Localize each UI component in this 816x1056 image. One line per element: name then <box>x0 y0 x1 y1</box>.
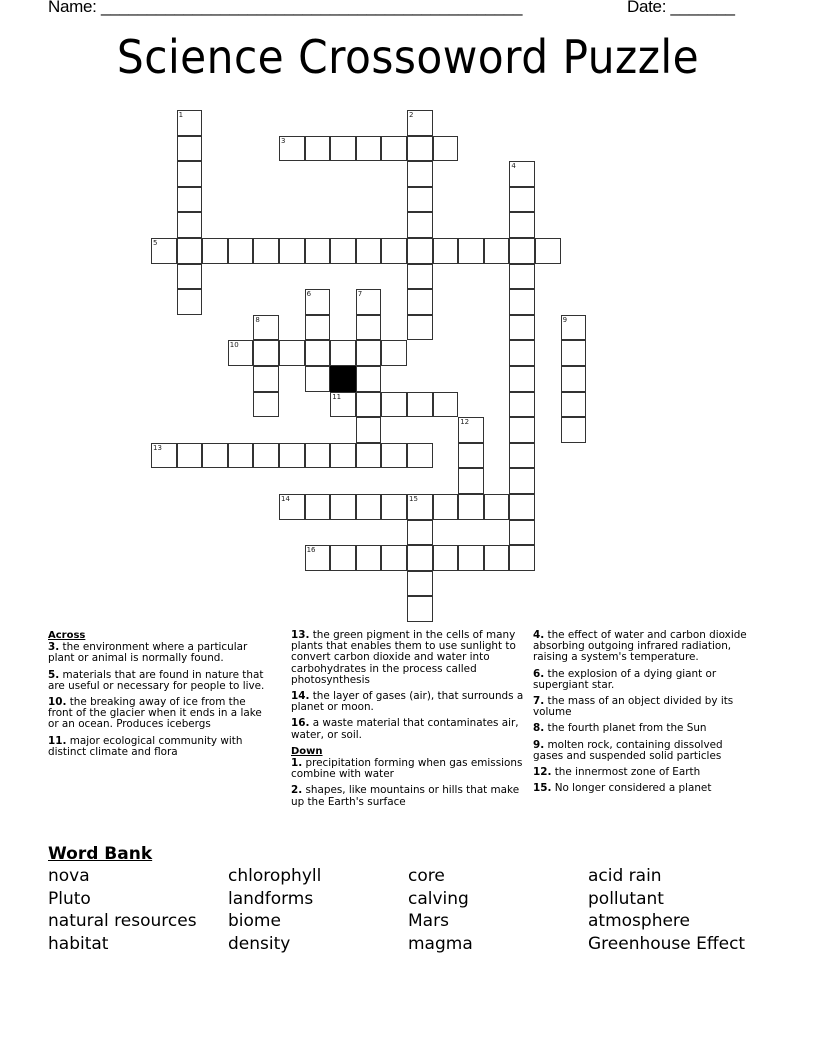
grid-cell[interactable] <box>279 340 305 366</box>
grid-cell[interactable] <box>177 212 203 238</box>
word-bank-item: acid rain <box>588 866 662 886</box>
across-heading: Across <box>48 630 86 641</box>
clue-number: 9 <box>562 315 568 324</box>
grid-cell[interactable] <box>561 392 587 418</box>
clue-number: 6 <box>306 290 312 299</box>
grid-cell[interactable] <box>407 136 433 162</box>
grid-cell[interactable] <box>305 238 331 264</box>
grid-cell[interactable] <box>407 289 433 315</box>
grid-cell[interactable] <box>305 136 331 162</box>
grid-cell[interactable] <box>407 315 433 341</box>
grid-cell[interactable] <box>305 340 331 366</box>
grid-cell[interactable] <box>407 571 433 597</box>
word-bank-item: natural resources <box>48 911 197 931</box>
grid-cell[interactable] <box>356 417 382 443</box>
word-bank-item: habitat <box>48 933 109 954</box>
clue-number: 4 <box>511 162 516 171</box>
clue-down-1: 1. precipitation forming when gas emissions combine with water <box>291 757 523 781</box>
grid-cell[interactable] <box>509 392 535 418</box>
grid-cell[interactable] <box>356 494 382 520</box>
grid-cell[interactable] <box>407 392 433 418</box>
word-bank-item: atmosphere <box>588 911 690 931</box>
grid-cell[interactable] <box>356 340 382 366</box>
clue-down-15: 15. No longer considered a planet <box>533 782 712 795</box>
black-cell <box>330 366 356 392</box>
grid-cell[interactable] <box>407 264 433 290</box>
clue-number: 14 <box>281 495 290 503</box>
grid-cell[interactable] <box>177 110 203 136</box>
grid-cell[interactable] <box>279 443 305 469</box>
grid-cell[interactable] <box>509 417 535 443</box>
grid-cell[interactable] <box>458 468 484 494</box>
word-bank-item: Greenhouse Effect <box>588 933 746 954</box>
clue-across-5: 5. materials that are found in nature that are useful or necessary for people to live. <box>48 668 265 692</box>
word-bank-item: nova <box>48 866 90 886</box>
down-heading: Down <box>291 745 323 757</box>
grid-cell[interactable] <box>509 238 535 264</box>
grid-cell[interactable] <box>433 238 459 264</box>
grid-cell[interactable] <box>381 136 407 162</box>
clue-number: 3 <box>281 136 286 145</box>
clue-number: 8 <box>255 315 260 324</box>
grid-cell[interactable] <box>509 443 535 469</box>
clue-down-6: 6. the explosion of a dying giant or supergiant star. <box>533 667 717 691</box>
grid-cell[interactable] <box>458 238 484 264</box>
grid-cell[interactable] <box>253 443 279 469</box>
clue-down-9: 9. molten rock, containing dissolved gases and suspended solid particles <box>533 738 723 762</box>
grid-cell[interactable] <box>151 238 177 264</box>
grid-cell[interactable] <box>253 340 279 366</box>
grid-cell[interactable] <box>381 443 407 469</box>
grid-cell[interactable] <box>407 520 433 546</box>
grid-cell[interactable] <box>407 161 433 187</box>
grid-cell[interactable] <box>330 136 356 162</box>
clue-down-8: 8. the fourth planet from the Sun <box>533 722 707 735</box>
clue-across-16: 16. a waste material that contaminates air, water, or soil. <box>291 717 519 741</box>
grid-cell[interactable] <box>458 545 484 571</box>
grid-cell[interactable] <box>561 366 587 392</box>
grid-cell[interactable] <box>433 392 459 418</box>
clue-number: 10 <box>229 341 239 350</box>
grid-cell[interactable] <box>561 315 587 341</box>
clue-down-7: 7. the mass of an object divided by its volume <box>533 695 734 719</box>
grid-cell[interactable] <box>330 238 356 264</box>
date-field-label: Date: _______ <box>627 0 735 16</box>
grid-cell[interactable] <box>509 366 535 392</box>
page-title: Science Crossoword Puzzle <box>116 30 700 84</box>
grid-cell[interactable] <box>305 315 331 341</box>
grid-cell[interactable] <box>177 187 203 213</box>
word-bank-item: Mars <box>408 911 449 931</box>
word-bank-item: pollutant <box>588 888 664 909</box>
grid-cell[interactable] <box>330 340 356 366</box>
grid-cell[interactable] <box>407 187 433 213</box>
clue-down-12: 12. the innermost zone of Earth <box>533 766 701 779</box>
clue-across-14: 14. the layer of gases (air), that surrounds a planet or moon. <box>291 690 524 714</box>
grid-cell[interactable] <box>509 545 535 571</box>
word-bank-item: magma <box>408 933 473 954</box>
grid-cell[interactable] <box>407 443 433 469</box>
grid-cell[interactable] <box>228 340 254 366</box>
grid-cell[interactable] <box>407 596 433 622</box>
clue-number: 13 <box>153 443 162 452</box>
word-bank-item: density <box>228 933 291 954</box>
grid-cell[interactable] <box>356 289 382 315</box>
grid-cell[interactable] <box>305 545 331 571</box>
grid-cell[interactable] <box>561 340 587 366</box>
name-field-label: Name: ______________________________________________ <box>48 0 523 16</box>
grid-cell[interactable] <box>535 238 561 264</box>
grid-cell[interactable] <box>484 545 510 571</box>
grid-cell[interactable] <box>330 545 356 571</box>
grid-cell[interactable] <box>407 212 433 238</box>
grid-cell[interactable] <box>407 238 433 264</box>
clue-across-13: 13. the green pigment in the cells of many plants that enables them to use sunlight to convert carbon dioxide and water into carbohydrates in the process called photosynthesis <box>291 629 516 686</box>
clues-column-3 <box>533 630 748 799</box>
grid-cell[interactable] <box>177 443 203 469</box>
grid-cell[interactable] <box>279 238 305 264</box>
grid-cell[interactable] <box>509 340 535 366</box>
grid-cell[interactable] <box>330 443 356 469</box>
clue-number: 5 <box>153 239 158 247</box>
clue-number: 12 <box>460 418 470 427</box>
grid-cell[interactable] <box>356 366 382 392</box>
grid-cell[interactable] <box>356 392 382 418</box>
word-bank-item: biome <box>228 911 281 931</box>
grid-cell[interactable] <box>305 289 331 315</box>
grid-cell[interactable] <box>356 545 382 571</box>
grid-cell[interactable] <box>433 136 459 162</box>
grid-cell[interactable] <box>484 494 510 520</box>
grid-cell[interactable] <box>177 238 203 264</box>
grid-cell[interactable] <box>253 392 279 418</box>
clue-across-11: 11. major ecological community with distinct climate and flora <box>48 734 243 758</box>
grid-cell[interactable] <box>484 238 510 264</box>
clues-column-2 <box>291 630 526 813</box>
grid-cell[interactable] <box>509 315 535 341</box>
grid-cell[interactable] <box>177 161 203 187</box>
grid-cell[interactable] <box>151 443 177 469</box>
grid-cell[interactable] <box>458 417 484 443</box>
clue-number: 2 <box>409 111 414 119</box>
grid-cell[interactable] <box>509 289 535 315</box>
clue-number: 7 <box>357 290 363 299</box>
grid-cell[interactable] <box>279 136 305 162</box>
grid-cell[interactable] <box>433 545 459 571</box>
grid-cell[interactable] <box>202 443 228 469</box>
grid-cell[interactable] <box>253 315 279 341</box>
grid-cell[interactable] <box>202 238 228 264</box>
word-bank-item: calving <box>408 888 469 909</box>
grid-cell[interactable] <box>509 520 535 546</box>
grid-cell[interactable] <box>509 494 535 520</box>
clue-across-10: 10. the breaking away of ice from the front of the glacier when it ends in a lake or an ocean. Produces icebergs <box>48 696 262 731</box>
clue-down-2: 2. shapes, like mountains or hills that make up the Earth's surface <box>291 784 520 808</box>
grid-cell[interactable] <box>177 264 203 290</box>
word-bank-item: Pluto <box>48 888 91 909</box>
grid-cell[interactable] <box>509 468 535 494</box>
grid-cell[interactable] <box>177 289 203 315</box>
grid-cell[interactable] <box>330 494 356 520</box>
word-bank <box>48 866 768 956</box>
clues-column-1 <box>48 630 273 763</box>
clue-down-4: 4. the effect of water and carbon dioxide absorbing outgoing infrared radiation, raising a system's temperature. <box>533 629 747 664</box>
clue-number: 1 <box>178 111 184 119</box>
grid-cell[interactable] <box>356 136 382 162</box>
grid-cell[interactable] <box>253 366 279 392</box>
grid-cell[interactable] <box>509 161 535 187</box>
grid-cell[interactable] <box>407 110 433 136</box>
word-bank-item: chlorophyll <box>228 866 322 886</box>
grid-cell[interactable] <box>381 392 407 418</box>
clue-across-3: 3. the environment where a particular plant or animal is normally found. <box>48 641 248 665</box>
grid-cell[interactable] <box>407 494 433 520</box>
clue-number: 16 <box>306 546 316 555</box>
grid-cell[interactable] <box>458 443 484 469</box>
word-bank-title: Word Bank <box>48 844 153 864</box>
grid-cell[interactable] <box>381 340 407 366</box>
grid-cell[interactable] <box>381 545 407 571</box>
grid-cell[interactable] <box>305 443 331 469</box>
grid-cell[interactable] <box>433 494 459 520</box>
grid-cell[interactable] <box>381 238 407 264</box>
grid-cell[interactable] <box>381 494 407 520</box>
grid-cell[interactable] <box>177 136 203 162</box>
clue-number: 11 <box>332 392 342 401</box>
grid-cell[interactable] <box>228 238 254 264</box>
crossword-grid <box>151 110 591 630</box>
grid-cell[interactable] <box>509 264 535 290</box>
word-bank-item: core <box>408 866 445 886</box>
grid-cell[interactable] <box>330 392 356 418</box>
grid-cell[interactable] <box>279 494 305 520</box>
grid-cell[interactable] <box>253 238 279 264</box>
grid-cell[interactable] <box>561 417 587 443</box>
grid-cell[interactable] <box>356 238 382 264</box>
grid-cell[interactable] <box>356 315 382 341</box>
grid-cell[interactable] <box>305 494 331 520</box>
grid-cell[interactable] <box>509 187 535 213</box>
word-bank-item: landforms <box>228 888 314 909</box>
grid-cell[interactable] <box>509 212 535 238</box>
grid-cell[interactable] <box>305 366 331 392</box>
grid-cell[interactable] <box>407 545 433 571</box>
grid-cell[interactable] <box>458 494 484 520</box>
clue-number: 15 <box>409 495 418 503</box>
grid-cell[interactable] <box>356 443 382 469</box>
grid-cell[interactable] <box>228 443 254 469</box>
